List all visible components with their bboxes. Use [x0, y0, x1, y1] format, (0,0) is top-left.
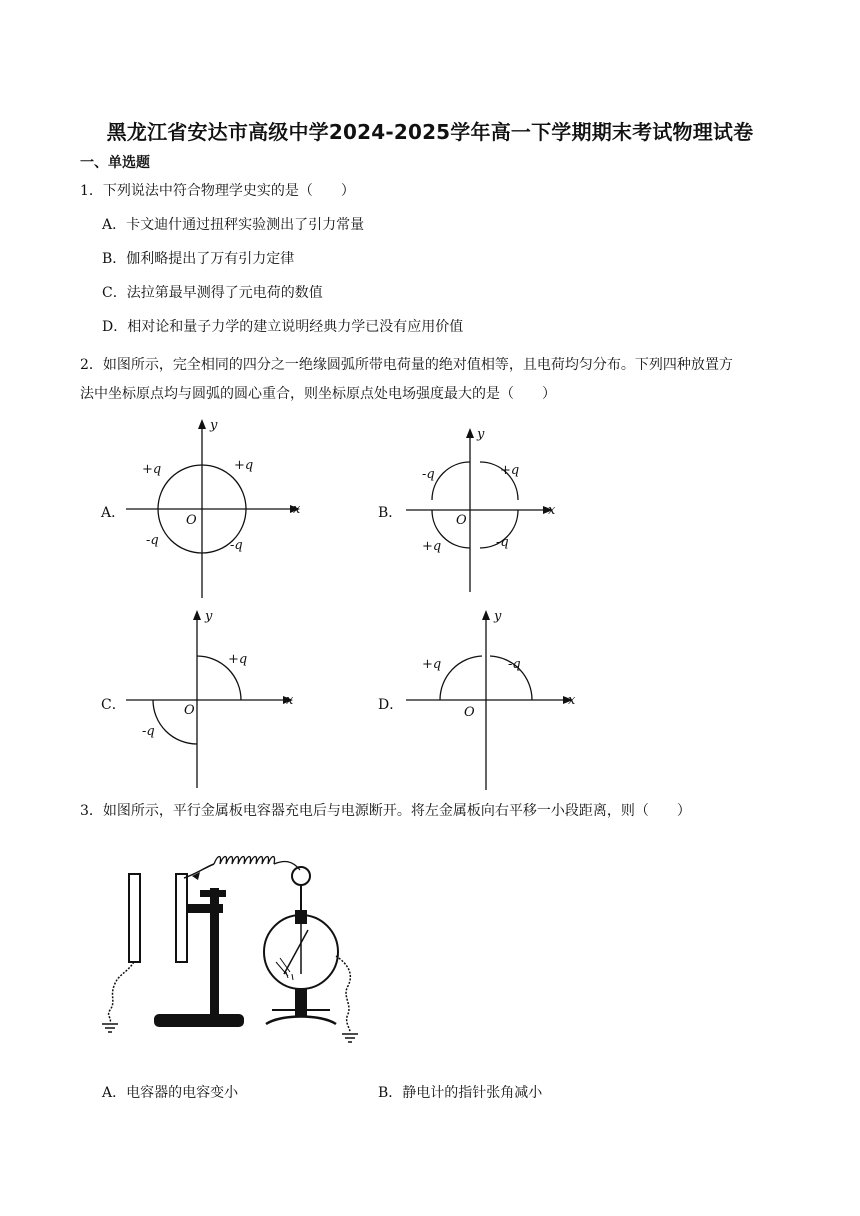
diagram-a-axis-y: y — [210, 418, 218, 433]
question-3-option-a: A．电容器的电容变小 — [102, 1085, 239, 1101]
diagram-a-charge-2: +q — [234, 458, 254, 473]
diagram-a-charge-1: +q — [142, 462, 162, 477]
diagram-c-charge-1: +q — [228, 652, 248, 667]
page-title: 黑龙江省安达市高级中学2024-2025学年高一下学期期末考试物理试卷 — [106, 120, 754, 144]
diagram-a — [118, 416, 318, 602]
diagram-a-axis-x: x — [293, 502, 301, 517]
diagram-c-axis-y: y — [205, 609, 213, 624]
diagram-a-origin: O — [186, 513, 197, 528]
question-2-stem-line-2: 法中坐标原点均与圆弧的圆心重合，则坐标原点处电场强度最大的是（ ） — [80, 386, 556, 402]
question-1-option-c: C．法拉第最早测得了元电荷的数值 — [102, 285, 323, 301]
section-heading: 一、单选题 — [80, 155, 150, 171]
diagram-d-axis-y: y — [494, 609, 502, 624]
diagram-c-origin: O — [184, 703, 195, 718]
diagram-b-axis-y: y — [477, 427, 485, 442]
diagram-a-label: A． — [101, 505, 126, 521]
diagram-b-charge-4: -q — [496, 535, 509, 550]
question-1-option-b: B．伽利略提出了万有引力定律 — [102, 251, 295, 267]
diagram-d-charge-1: +q — [422, 657, 442, 672]
question-3-option-b: B．静电计的指针张角减小 — [378, 1085, 543, 1101]
diagram-c-label: C． — [101, 697, 126, 713]
diagram-b — [392, 424, 572, 594]
question-3-stem: 3．如图所示，平行金属板电容器充电后与电源断开。将左金属板向右平移一小段距离，则（ ） — [80, 803, 691, 819]
diagram-b-charge-3: +q — [422, 539, 442, 554]
diagram-d-charge-2: -q — [508, 657, 521, 672]
diagram-d-label: D． — [378, 697, 404, 713]
question-1-option-d: D．相对论和量子力学的建立说明经典力学已没有应用价值 — [102, 319, 464, 335]
diagram-b-charge-1: -q — [422, 467, 435, 482]
diagram-a-charge-4: -q — [230, 538, 243, 553]
diagram-d-axis-x: x — [568, 693, 576, 708]
diagram-b-label: B． — [378, 505, 403, 521]
question-2-stem-line-1: 2．如图所示，完全相同的四分之一绝缘圆弧所带电荷量的绝对值相等，且电荷均匀分布。下列四种放置方 — [80, 357, 733, 373]
question-1-option-a: A．卡文迪什通过扭秤实验测出了引力常量 — [102, 217, 365, 233]
diagram-c-axis-x: x — [286, 693, 294, 708]
diagram-d-origin: O — [464, 705, 475, 720]
question-1-stem: 1．下列说法中符合物理学史实的是（ ） — [80, 183, 355, 199]
diagram-b-charge-2: +q — [500, 463, 520, 478]
diagram-b-axis-x: x — [548, 503, 556, 518]
diagram-c-charge-2: -q — [142, 724, 155, 739]
diagram-a-charge-3: -q — [146, 533, 159, 548]
diagram-c — [120, 606, 306, 792]
diagram-b-origin: O — [456, 513, 467, 528]
capacitor-electroscope-figure — [96, 834, 366, 1054]
diagram-d — [396, 606, 582, 792]
